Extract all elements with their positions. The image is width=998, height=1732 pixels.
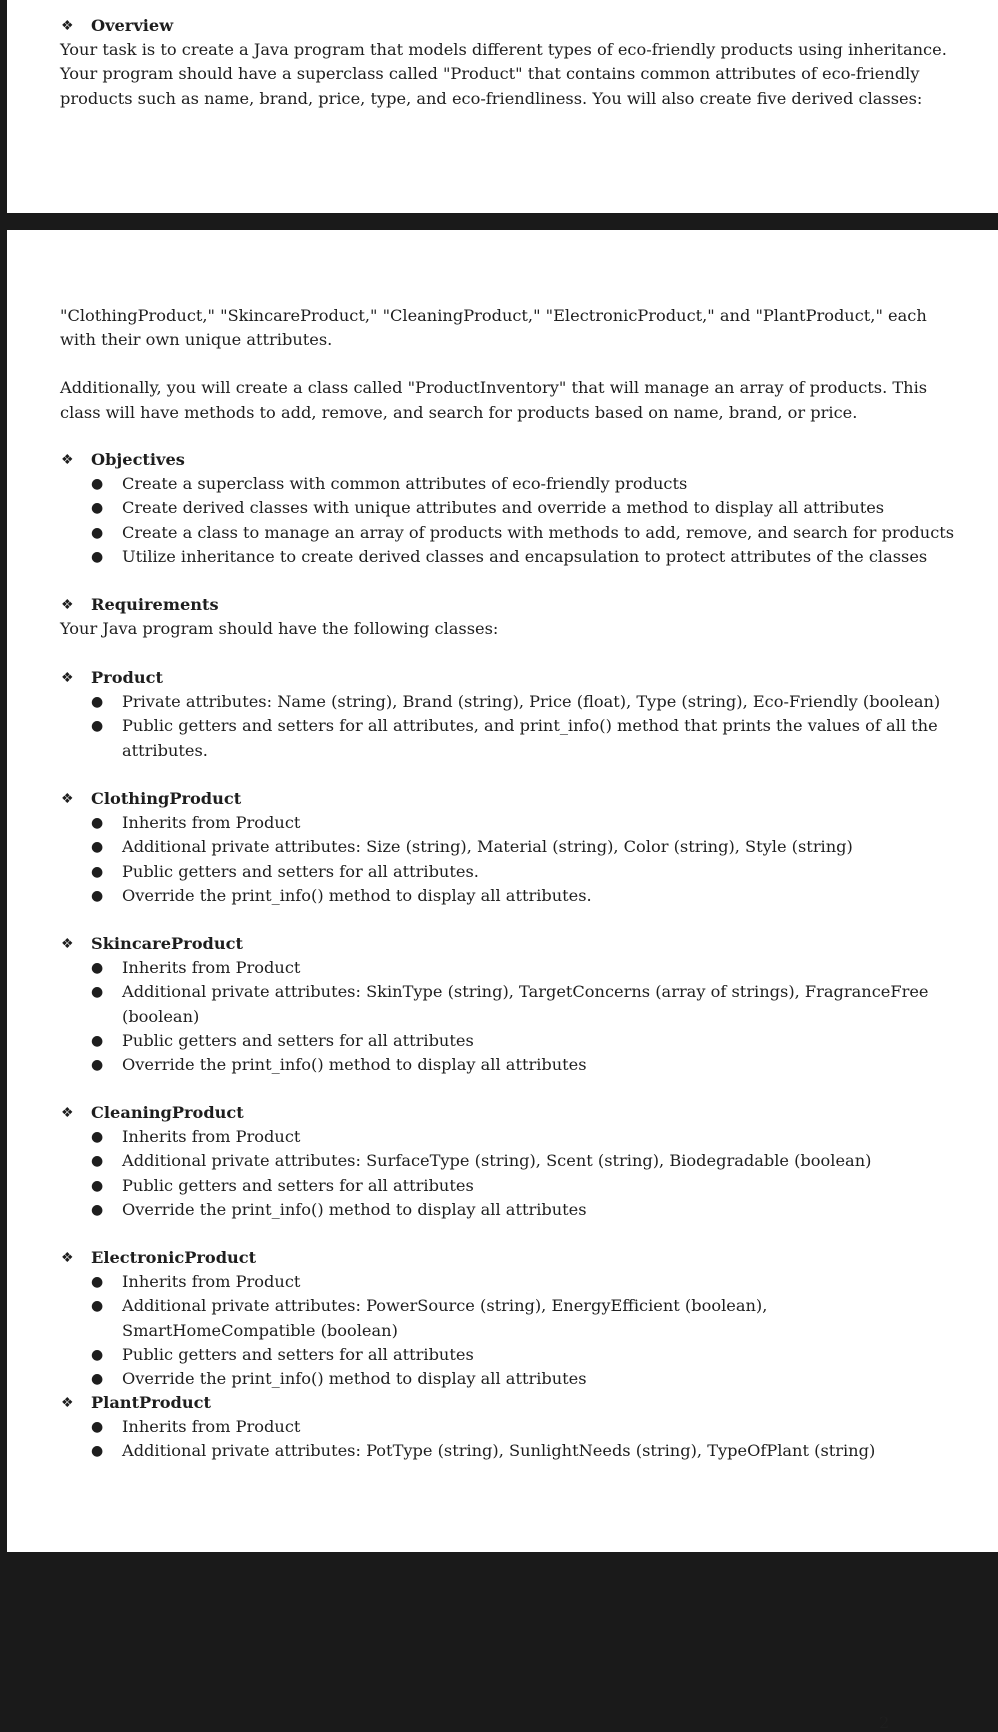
objective-item-text: Create a class to manage an array of products with methods to add, remove, and search for products [122,522,955,542]
requirements-heading-text: Requirements [91,595,219,614]
requirement-item [60,860,958,884]
overview-heading [60,14,958,38]
requirement-item [60,1149,958,1173]
page-number: 2 [879,1713,890,1732]
class-section [60,666,958,763]
requirement-item [60,835,958,859]
class-heading-text: SkincareProduct [91,934,243,953]
bullet-dot-icon: ● [91,1419,104,1436]
requirements-heading [60,593,958,617]
requirement-item-text: Additional private attributes: Size (string), Material (string), Color (string), Style (string) [122,837,853,857]
requirement-item [60,1439,958,1463]
requirement-item [60,956,958,980]
objective-item [60,472,958,496]
diamond-bullet-icon: ❖ [61,18,74,34]
diamond-bullet-icon: ❖ [61,1105,74,1121]
requirement-item-text: Public getters and setters for all attributes. [122,861,479,881]
bullet-dot-icon: ● [91,815,104,832]
class-requirements-list [60,1270,958,1391]
bullet-dot-icon: ● [91,1177,104,1194]
requirement-item [60,980,958,1028]
requirement-item-text: Additional private attributes: SurfaceType (string), Scent (string), Biodegradable (boolean) [122,1151,872,1171]
objective-item [60,521,958,545]
requirement-item-text: Additional private attributes: PowerSource (string), EnergyEfficient (boolean), SmartHomeCompatible (boolean) [122,1296,768,1340]
requirement-item-text: Override the print_info() method to display all attributes [122,1055,587,1075]
class-heading-text: CleaningProduct [91,1103,244,1122]
bullet-dot-icon: ● [91,1057,104,1074]
bullet-dot-icon: ● [91,1153,104,1170]
class-heading [60,1101,958,1125]
class-heading-text: Product [91,668,163,687]
requirement-item [60,811,958,835]
objectives-heading [60,448,958,472]
bullet-dot-icon: ● [91,548,104,565]
class-section [60,1246,958,1391]
class-heading-text: ElectronicProduct [91,1248,257,1267]
bullet-dot-icon: ● [91,500,104,517]
objective-item-text: Utilize inheritance to create derived classes and encapsulation to protect attributes of the classes [122,546,928,566]
diamond-bullet-icon: ❖ [61,597,74,613]
bullet-dot-icon: ● [91,694,104,711]
derived-classes-text: "ClothingProduct," "SkincareProduct," "CleaningProduct," "ElectronicProduct," and "PlantProduct," each with their own unique attributes. [60,306,927,350]
requirement-item-text: Public getters and setters for all attributes [122,1175,474,1195]
class-requirements-list [60,690,958,763]
class-heading [60,666,958,690]
requirement-item [60,1029,958,1053]
class-section [60,1391,958,1464]
bullet-dot-icon: ● [91,863,104,880]
bullet-dot-icon: ● [91,1032,104,1049]
requirement-item-text: Override the print_info() method to display all attributes. [122,885,592,905]
objectives-list [60,472,958,569]
requirement-item-text: Inherits from Product [122,1127,301,1147]
diamond-bullet-icon: ❖ [61,670,74,686]
requirement-item [60,1294,958,1342]
bullet-dot-icon: ● [91,1371,104,1388]
requirement-item [60,1270,958,1294]
objective-item-text: Create a superclass with common attributes of eco-friendly products [122,474,688,494]
inventory-text: Additionally, you will create a class called "ProductInventory" that will manage an array of products. This class will have methods to add, remove, and search for products based on name, brand, or price. [60,378,928,422]
requirement-item-text: Public getters and setters for all attributes, and print_info() method that prints the values of all the attributes. [122,716,938,760]
class-requirements-list [60,1125,958,1222]
class-section [60,787,958,908]
bullet-dot-icon: ● [91,960,104,977]
class-requirements-list [60,956,958,1077]
diamond-bullet-icon: ❖ [61,791,74,807]
class-requirements-list [60,811,958,908]
requirement-item [60,1174,958,1198]
requirement-item [60,1367,958,1391]
overview-heading-text: Overview [91,16,174,35]
class-heading-text: ClothingProduct [91,789,242,808]
bullet-dot-icon: ● [91,718,104,735]
diamond-bullet-icon: ❖ [61,452,74,468]
class-heading [60,932,958,956]
page-bottom [7,230,998,1732]
requirement-item [60,1343,958,1367]
bullet-dot-icon: ● [91,1129,104,1146]
diamond-bullet-icon: ❖ [61,936,74,952]
requirement-item-text: Override the print_info() method to display all attributes [122,1199,587,1219]
requirement-item [60,714,958,762]
requirement-item-text: Public getters and setters for all attributes [122,1030,474,1050]
bullet-dot-icon: ● [91,984,104,1001]
objectives-heading-text: Objectives [91,450,185,469]
requirement-item [60,1415,958,1439]
bullet-dot-icon: ● [91,1443,104,1460]
requirement-item-text: Additional private attributes: PotType (string), SunlightNeeds (string), TypeOfPlant (string) [122,1441,876,1461]
requirement-item-text: Additional private attributes: SkinType (string), TargetConcerns (array of strings), FragranceFree (boolean) [122,982,929,1026]
class-section [60,1101,958,1222]
requirement-item [60,1053,958,1077]
bullet-dot-icon: ● [91,1298,104,1315]
bullet-dot-icon: ● [91,476,104,493]
class-heading-text: PlantProduct [91,1393,211,1412]
class-requirements-list [60,1415,958,1463]
bullet-dot-icon: ● [91,1346,104,1363]
diamond-bullet-icon: ❖ [61,1395,74,1411]
overview-text: Your task is to create a Java program that models different types of eco-friendly products using inheritance. Your program should have a superclass called "Product" that contains common attributes of eco-friendly products such as name, brand, price, type, and eco-friendliness. You will also create five derived classes: [60,40,947,108]
requirement-item-text: Public getters and setters for all attributes [122,1344,474,1364]
requirements-text: Your Java program should have the following classes: [60,619,499,639]
bullet-dot-icon: ● [91,839,104,856]
class-section [60,932,958,1077]
requirement-item [60,884,958,908]
requirement-item-text: Inherits from Product [122,958,301,978]
bullet-dot-icon: ● [91,1201,104,1218]
requirement-item-text: Override the print_info() method to display all attributes [122,1369,587,1389]
requirement-item-text: Inherits from Product [122,1272,301,1292]
bullet-dot-icon: ● [91,524,104,541]
requirement-item [60,1198,958,1222]
objectives-section [60,448,958,569]
requirements-section [60,593,958,641]
requirement-item-text: Inherits from Product [122,1417,301,1437]
requirement-item [60,690,958,714]
class-heading [60,1246,958,1270]
diamond-bullet-icon: ❖ [61,1250,74,1266]
requirement-item-text: Private attributes: Name (string), Brand (string), Price (float), Type (string), Eco-Friendly (boolean) [122,692,941,712]
class-heading [60,1391,958,1415]
objective-item [60,545,958,569]
objective-item-text: Create derived classes with unique attributes and override a method to display all attributes [122,498,885,518]
objective-item [60,496,958,520]
continuation-section [60,304,958,425]
bullet-dot-icon: ● [91,1274,104,1291]
class-heading [60,787,958,811]
page-top [7,0,998,213]
requirement-item [60,1125,958,1149]
requirement-item-text: Inherits from Product [122,813,301,833]
overview-section [60,14,958,111]
bullet-dot-icon: ● [91,887,104,904]
